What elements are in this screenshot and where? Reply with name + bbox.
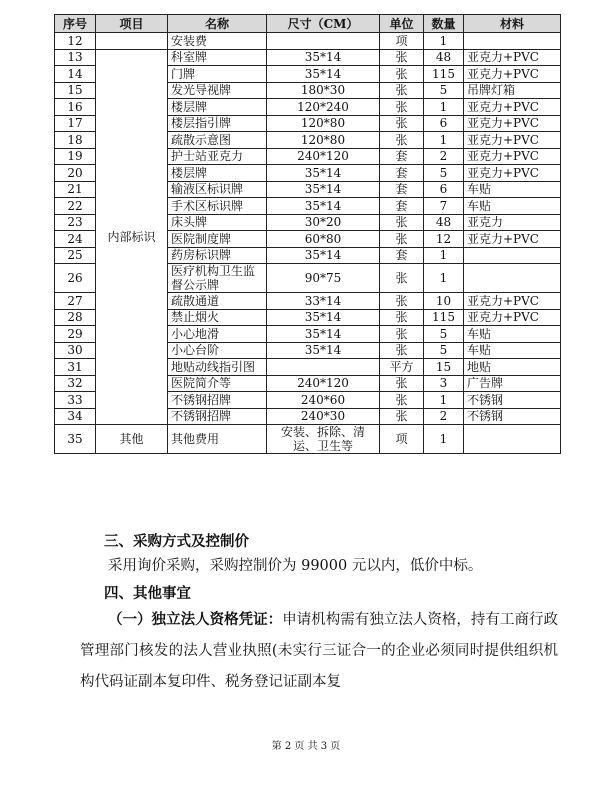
cell-size: 35*14 <box>267 326 380 343</box>
cell-no: 19 <box>55 148 96 165</box>
table-row <box>55 425 561 454</box>
cell-size: 35*14 <box>267 66 380 83</box>
cell-qty: 2 <box>424 408 464 425</box>
cell-unit: 张 <box>380 342 424 359</box>
cell-no: 34 <box>55 408 96 425</box>
cell-material: 地贴 <box>464 359 561 376</box>
cell-unit: 套 <box>380 198 424 215</box>
cell-size: 180*30 <box>267 82 380 99</box>
cell-name: 医院简介等 <box>168 375 267 392</box>
cell-name: 护士站亚克力 <box>168 148 267 165</box>
table-row <box>55 49 561 66</box>
cell-qty: 1 <box>424 392 464 409</box>
cell-name: 楼层牌 <box>168 165 267 182</box>
cell-qty: 12 <box>424 231 464 248</box>
cell-qty: 15 <box>424 359 464 376</box>
cell-size <box>267 359 380 376</box>
cell-name: 地贴动线指引图 <box>168 359 267 376</box>
cell-qty: 1 <box>424 264 464 293</box>
section3-body: 采用询价采购，采购控制价为 99000 元以内，低价中标。 <box>108 558 483 574</box>
cell-material: 广告牌 <box>464 375 561 392</box>
cell-material <box>464 425 561 454</box>
cell-size: 240*120 <box>267 375 380 392</box>
cell-size: 240*120 <box>267 148 380 165</box>
header-unit: 单位 <box>380 15 424 33</box>
cell-size: 120*80 <box>267 115 380 132</box>
cell-name: 不锈钢招牌 <box>168 392 267 409</box>
cell-name: 科室牌 <box>168 49 267 66</box>
cell-name: 医疗机构卫生监督公示牌 <box>168 264 267 293</box>
cell-size: 33*14 <box>267 293 380 310</box>
header-qty: 数量 <box>424 15 464 33</box>
cell-material <box>464 33 561 50</box>
cell-material: 亚克力 <box>464 214 561 231</box>
cell-material: 亚克力+PVC <box>464 293 561 310</box>
cell-qty: 48 <box>424 214 464 231</box>
cell-material: 亚克力+PVC <box>464 165 561 182</box>
cell-unit: 张 <box>380 309 424 326</box>
item1-label: （一）独立法人资格凭证： <box>108 611 283 628</box>
cell-material: 车贴 <box>464 326 561 343</box>
cell-qty: 1 <box>424 99 464 116</box>
cell-size: 30*20 <box>267 214 380 231</box>
cell-name: 医院制度牌 <box>168 231 267 248</box>
cell-name: 疏散通道 <box>168 293 267 310</box>
cell-size: 35*14 <box>267 342 380 359</box>
cell-name: 发光导视牌 <box>168 82 267 99</box>
cell-size: 35*14 <box>267 165 380 182</box>
cell-name: 安装费 <box>168 33 267 50</box>
cell-no: 15 <box>55 82 96 99</box>
cell-material: 亚克力+PVC <box>464 115 561 132</box>
cell-unit: 张 <box>380 99 424 116</box>
cell-qty: 5 <box>424 326 464 343</box>
cell-unit: 张 <box>380 326 424 343</box>
cell-unit: 张 <box>380 214 424 231</box>
section4-item1 <box>80 604 558 698</box>
cell-unit: 项 <box>380 425 424 454</box>
cell-name: 小心地滑 <box>168 326 267 343</box>
cell-size: 60*80 <box>267 231 380 248</box>
cell-qty: 115 <box>424 66 464 83</box>
cell-material: 亚克力+PVC <box>464 66 561 83</box>
cell-qty: 48 <box>424 49 464 66</box>
cell-qty: 10 <box>424 293 464 310</box>
cell-no: 22 <box>55 198 96 215</box>
cell-name: 门牌 <box>168 66 267 83</box>
cell-material: 车贴 <box>464 342 561 359</box>
cell-material: 亚克力+PVC <box>464 309 561 326</box>
cell-category-internal: 内部标识 <box>96 49 168 425</box>
cell-no: 21 <box>55 181 96 198</box>
cell-no: 29 <box>55 326 96 343</box>
cell-qty: 1 <box>424 33 464 50</box>
cell-unit: 张 <box>380 375 424 392</box>
spec-table <box>54 14 561 454</box>
cell-no: 25 <box>55 247 96 264</box>
cell-material: 车贴 <box>464 198 561 215</box>
cell-material: 亚克力+PVC <box>464 99 561 116</box>
cell-size: 安装、拆除、清运、卫生等 <box>267 425 380 454</box>
cell-name: 禁止烟火 <box>168 309 267 326</box>
cell-unit: 套 <box>380 181 424 198</box>
cell-unit: 套 <box>380 148 424 165</box>
cell-name: 手术区标识牌 <box>168 198 267 215</box>
cell-no: 32 <box>55 375 96 392</box>
cell-size: 35*14 <box>267 49 380 66</box>
cell-no: 28 <box>55 309 96 326</box>
header-name: 名称 <box>168 15 267 33</box>
cell-unit: 张 <box>380 115 424 132</box>
cell-size: 35*14 <box>267 247 380 264</box>
cell-no: 13 <box>55 49 96 66</box>
cell-category-other: 其他 <box>96 425 168 454</box>
cell-no: 35 <box>55 425 96 454</box>
cell-size: 35*14 <box>267 181 380 198</box>
header-no: 序号 <box>55 15 96 33</box>
cell-size: 240*30 <box>267 408 380 425</box>
table-row <box>55 33 561 50</box>
header-size: 尺寸（CM） <box>267 15 380 33</box>
cell-name: 输液区标识牌 <box>168 181 267 198</box>
cell-qty: 5 <box>424 165 464 182</box>
cell-no: 17 <box>55 115 96 132</box>
cell-name: 药房标识牌 <box>168 247 267 264</box>
cell-no: 27 <box>55 293 96 310</box>
cell-size: 35*14 <box>267 198 380 215</box>
cell-no: 24 <box>55 231 96 248</box>
table-header-row <box>55 15 561 33</box>
cell-size: 35*14 <box>267 309 380 326</box>
cell-unit: 张 <box>380 392 424 409</box>
section3-heading: 三、采购方式及控制价 <box>104 533 249 550</box>
cell-no: 20 <box>55 165 96 182</box>
cell-no: 12 <box>55 33 96 50</box>
cell-unit: 平方 <box>380 359 424 376</box>
cell-material: 亚克力+PVC <box>464 132 561 149</box>
cell-size: 90*75 <box>267 264 380 293</box>
cell-material: 不锈钢 <box>464 408 561 425</box>
cell-name: 其他费用 <box>168 425 267 454</box>
cell-unit: 张 <box>380 408 424 425</box>
cell-category <box>96 33 168 50</box>
header-category: 项目 <box>96 15 168 33</box>
cell-qty: 1 <box>424 247 464 264</box>
cell-size <box>267 33 380 50</box>
cell-unit: 套 <box>380 165 424 182</box>
cell-name: 楼层指引牌 <box>168 115 267 132</box>
cell-material: 车贴 <box>464 181 561 198</box>
cell-name: 楼层牌 <box>168 99 267 116</box>
cell-name: 疏散示意图 <box>168 132 267 149</box>
cell-qty: 2 <box>424 148 464 165</box>
cell-material: 吊牌灯箱 <box>464 82 561 99</box>
cell-no: 18 <box>55 132 96 149</box>
cell-size: 120*240 <box>267 99 380 116</box>
cell-size: 120*80 <box>267 132 380 149</box>
cell-qty: 6 <box>424 115 464 132</box>
cell-size: 240*60 <box>267 392 380 409</box>
cell-unit: 项 <box>380 33 424 50</box>
cell-name: 小心台阶 <box>168 342 267 359</box>
cell-unit: 张 <box>380 82 424 99</box>
cell-qty: 5 <box>424 82 464 99</box>
cell-qty: 1 <box>424 132 464 149</box>
cell-no: 23 <box>55 214 96 231</box>
cell-no: 16 <box>55 99 96 116</box>
cell-no: 33 <box>55 392 96 409</box>
cell-unit: 张 <box>380 264 424 293</box>
cell-qty: 1 <box>424 425 464 454</box>
cell-qty: 3 <box>424 375 464 392</box>
cell-material: 亚克力+PVC <box>464 49 561 66</box>
cell-no: 26 <box>55 264 96 293</box>
page-footer: 第 2 页 共 3 页 <box>271 741 341 752</box>
cell-no: 14 <box>55 66 96 83</box>
cell-material <box>464 264 561 293</box>
cell-qty: 5 <box>424 342 464 359</box>
cell-no: 31 <box>55 359 96 376</box>
header-material: 材料 <box>464 15 561 33</box>
item1-text: 申请机构需有独立法人资格，持有工商行政管理部门核发的法人营业执照(未实行三证合一的企业必须同时提供组织机构代码证副本复印件、税务登记证副本复 <box>80 612 559 690</box>
cell-material: 不锈钢 <box>464 392 561 409</box>
cell-name: 床头牌 <box>168 214 267 231</box>
cell-qty: 6 <box>424 181 464 198</box>
cell-qty: 115 <box>424 309 464 326</box>
cell-material: 亚克力+PVC <box>464 148 561 165</box>
cell-unit: 张 <box>380 49 424 66</box>
cell-unit: 张 <box>380 231 424 248</box>
section4-heading: 四、其他事宜 <box>104 585 191 602</box>
cell-unit: 张 <box>380 293 424 310</box>
cell-unit: 套 <box>380 247 424 264</box>
cell-name: 不锈钢招牌 <box>168 408 267 425</box>
cell-qty: 7 <box>424 198 464 215</box>
cell-material <box>464 247 561 264</box>
cell-unit: 张 <box>380 66 424 83</box>
cell-no: 30 <box>55 342 96 359</box>
cell-unit: 张 <box>380 132 424 149</box>
cell-material: 亚克力+PVC <box>464 231 561 248</box>
